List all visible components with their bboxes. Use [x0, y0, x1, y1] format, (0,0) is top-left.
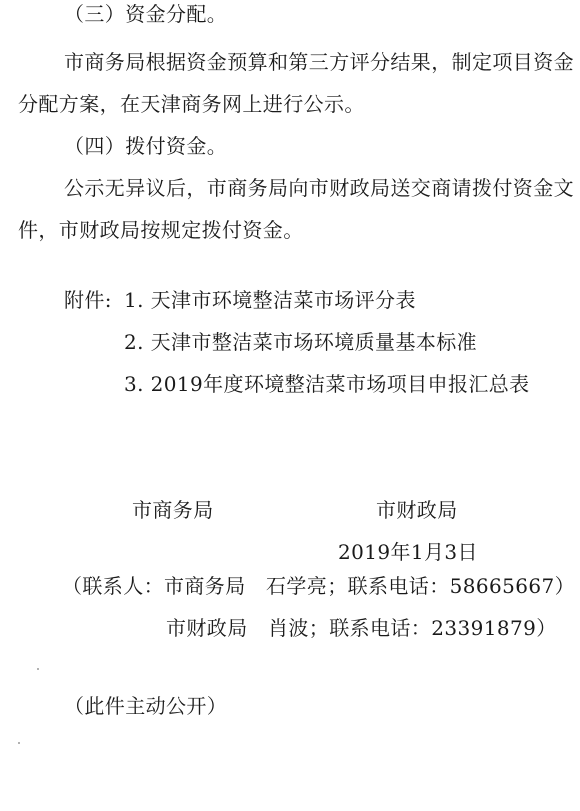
- attachment-item-2: 2. 天津市整洁菜市场环境质量基本标准: [124, 330, 478, 354]
- section-4-body-line-1: 公示无异议后，市商务局向市财政局送交商请拨付资金文: [64, 176, 574, 200]
- contact-line-2: 市财政局 肖波；联系电话：23391879）: [166, 616, 557, 640]
- scan-speck: [37, 668, 39, 670]
- section-4-body-line-2: 件，市财政局按规定拨付资金。: [18, 218, 304, 242]
- section-4-heading: （四）拨付资金。: [64, 134, 228, 158]
- signature-date: 2019年1月3日: [338, 540, 478, 564]
- public-disclosure-note: （此件主动公开）: [64, 694, 228, 718]
- scan-speck: [18, 742, 20, 744]
- attachment-item-3: 3. 2019年度环境整洁菜市场项目申报汇总表: [124, 372, 530, 396]
- attachments-label: 附件:: [64, 288, 112, 312]
- section-3-heading: （三）资金分配。: [64, 2, 228, 26]
- signature-org-commerce: 市商务局: [132, 498, 214, 522]
- section-3-body-line-1: 市商务局根据资金预算和第三方评分结果，制定项目资金: [64, 50, 574, 74]
- attachment-item-1: 1. 天津市环境整洁菜市场评分表: [124, 288, 416, 312]
- section-3-body-line-2: 分配方案，在天津商务网上进行公示。: [18, 92, 365, 116]
- contact-line-1: （联系人：市商务局 石学亮；联系电话：58665667）: [62, 574, 575, 598]
- signature-org-finance: 市财政局: [376, 498, 458, 522]
